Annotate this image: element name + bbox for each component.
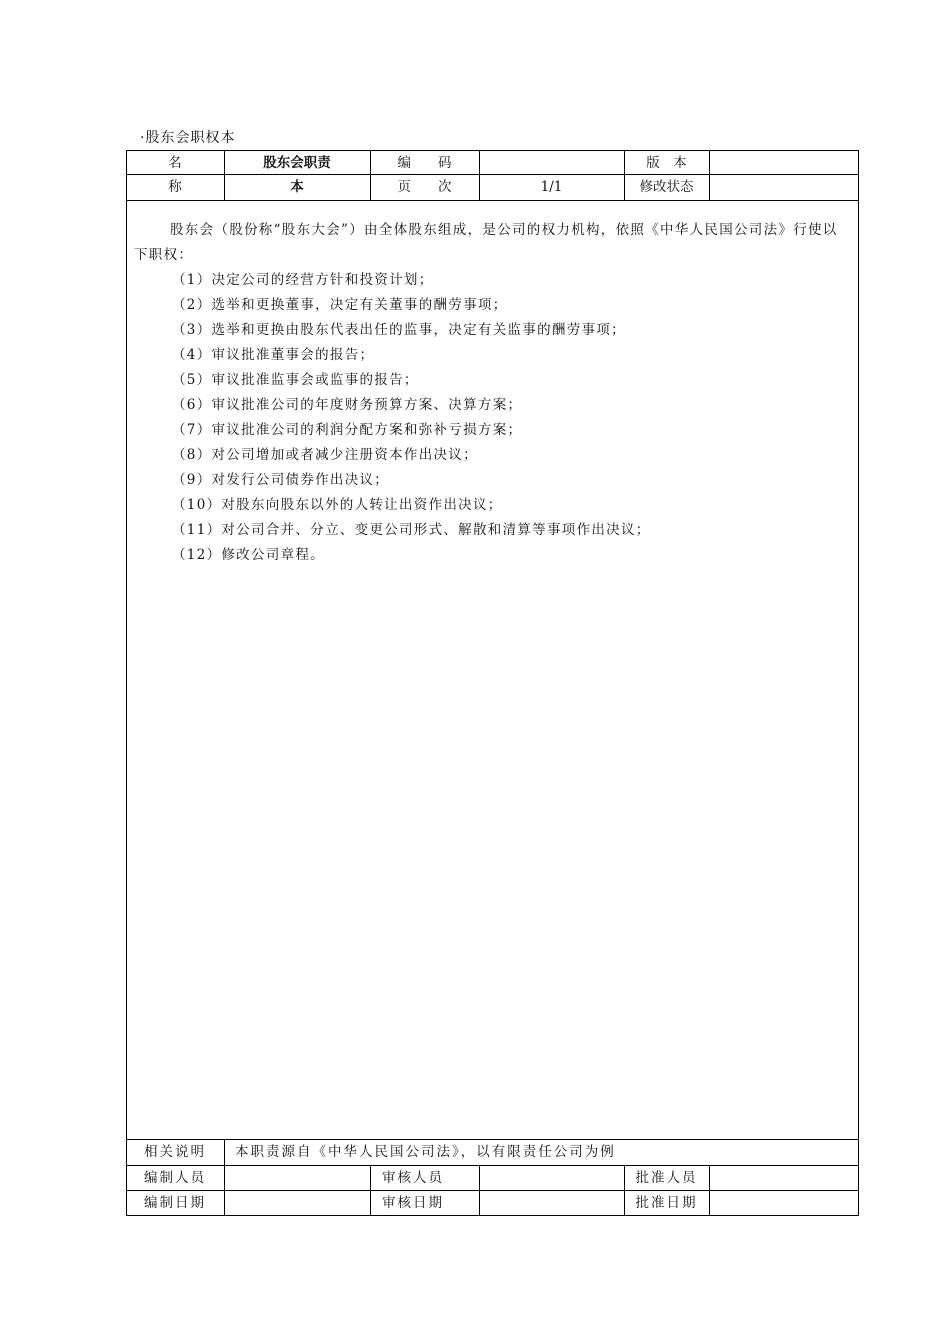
code-label: 编 码: [397, 155, 452, 171]
list-item: （4）审议批准董事会的报告；: [172, 347, 375, 363]
prepared-date-label: 编制日期: [144, 1195, 206, 1211]
approved-by-label: 批准人员: [635, 1170, 698, 1186]
list-item: （3）选举和更换由股东代表出任的监事，决定有关监事的酬劳事项；: [172, 322, 626, 338]
list-item: （11）对公司合并、分立、变更公司形式、解散和清算等事项作出决议；: [172, 522, 651, 538]
list-item: （12）修改公司章程。: [172, 547, 325, 563]
reviewed-by-label: 审核人员: [382, 1170, 444, 1186]
revision-label: 修改状态: [639, 179, 694, 195]
list-item: （1）决定公司的经营方针和投资计划；: [172, 272, 434, 288]
prepared-by-value[interactable]: [224, 1166, 370, 1190]
list-item: （10）对股东向股东以外的人转让出资作出决议；: [172, 497, 503, 513]
approved-date-label: 批准日期: [635, 1195, 698, 1211]
approved-date-value[interactable]: [709, 1191, 859, 1215]
version-label: 版 本: [646, 155, 687, 171]
footer-col-divider: [370, 1165, 371, 1216]
prepared-date-value[interactable]: [224, 1191, 370, 1215]
list-item: （8）对公司增加或者减少注册资本作出决议；: [172, 447, 478, 463]
list-item: （2）选举和更换董事，决定有关董事的酬劳事项；: [172, 297, 508, 313]
revision-value[interactable]: [709, 175, 859, 199]
code-value[interactable]: [479, 151, 624, 175]
prepared-by-label: 编制人员: [144, 1170, 206, 1186]
approved-by-value[interactable]: [709, 1166, 859, 1190]
name-value-line2: 本: [290, 179, 304, 195]
list-item: （5）审议批准监事会或监事的报告；: [172, 372, 419, 388]
list-item: （7）审议批准公司的利润分配方案和弥补亏损方案；: [172, 422, 523, 438]
name-label-line1: 名: [168, 155, 182, 171]
list-item: （9）对发行公司债券作出决议；: [172, 472, 390, 488]
notes-label: 相关说明: [144, 1144, 206, 1160]
reviewed-by-value[interactable]: [479, 1166, 624, 1190]
duties-list: [134, 268, 852, 568]
notes-value: 本职责源自《中华人民国公司法》，以有限责任公司为例: [235, 1144, 616, 1160]
intro-paragraph: 股东会（股份称“股东大会”）由全体股东组成，是公司的权力机构，依照《中华人民国公司法》行使以下职权：: [134, 222, 838, 263]
name-value-line1: 股东会职责: [263, 155, 331, 171]
document-title: ·股东会职权本: [140, 130, 236, 146]
reviewed-date-label: 审核日期: [382, 1195, 444, 1211]
page-label: 页 次: [397, 179, 452, 195]
list-item: （6）审议批准公司的年度财务预算方案、决算方案；: [172, 397, 523, 413]
page-value: 1/1: [540, 179, 563, 195]
name-label-line2: 称: [168, 179, 182, 195]
header-bottom-border: [126, 200, 859, 201]
version-value[interactable]: [709, 151, 859, 175]
duties-content: [134, 218, 852, 568]
reviewed-date-value[interactable]: [479, 1191, 624, 1215]
